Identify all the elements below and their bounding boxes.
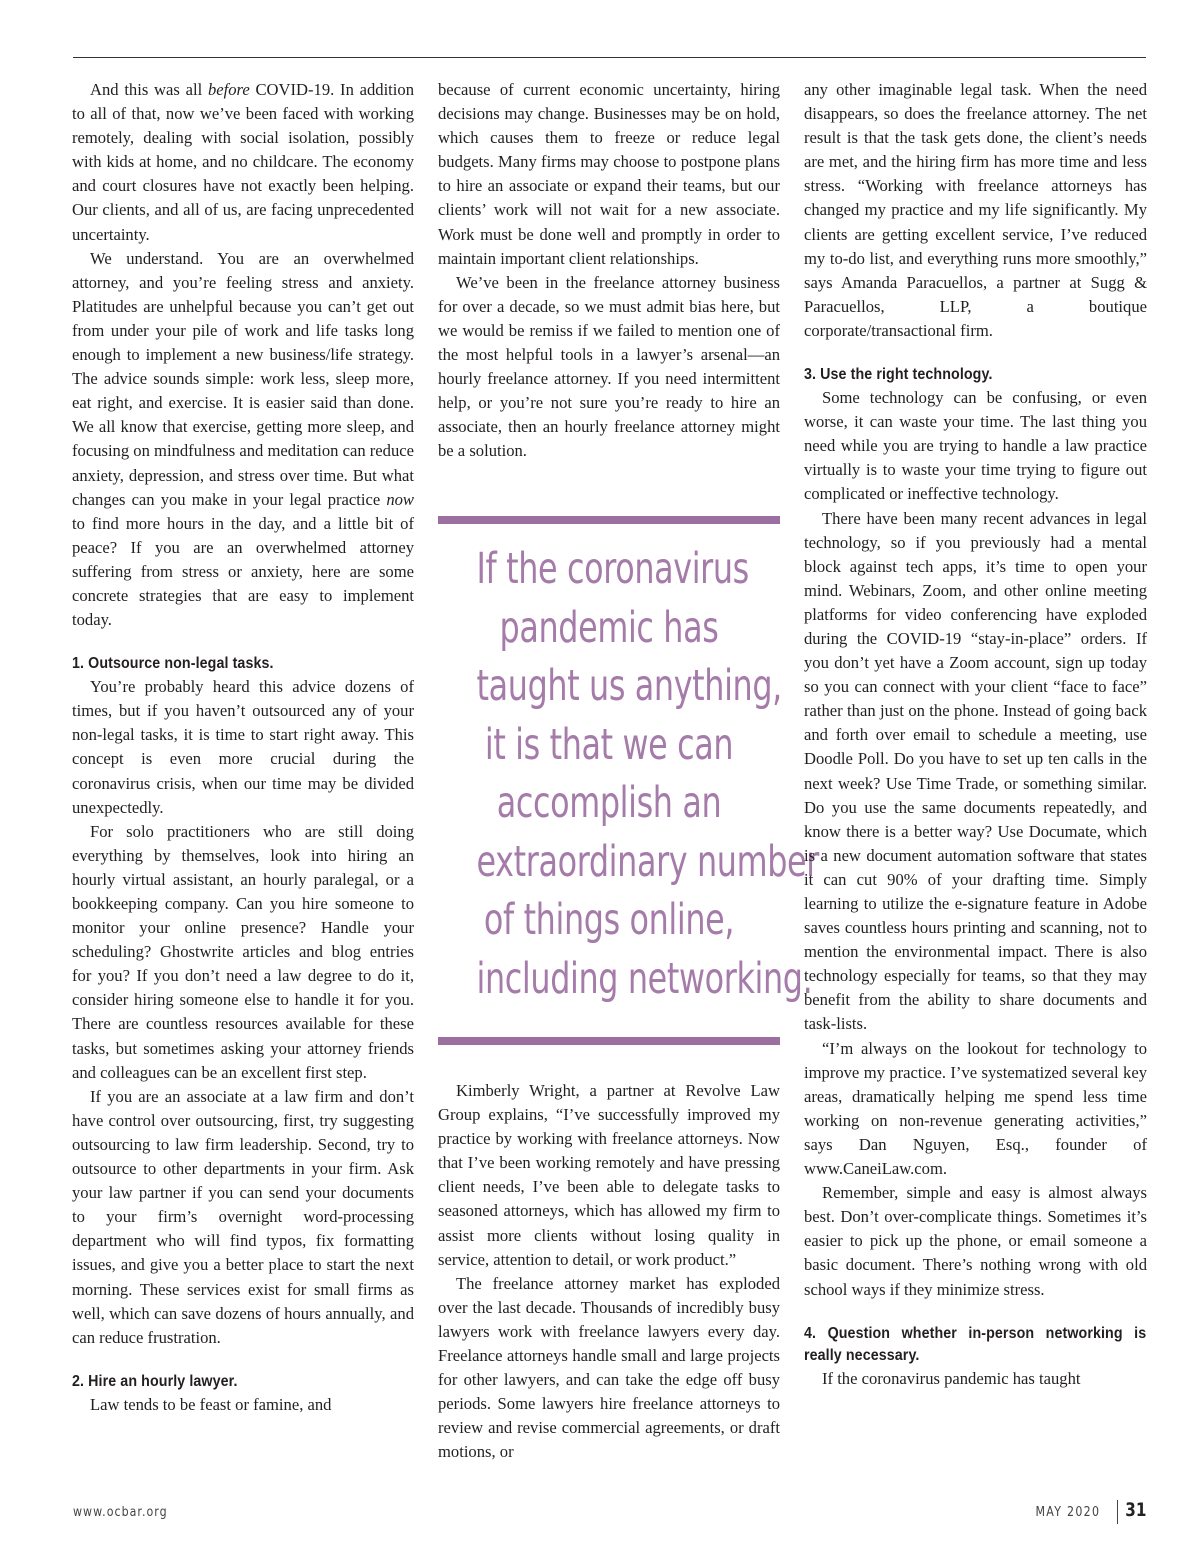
column-3 [804,78,1147,1391]
footer-divider [1117,1500,1118,1524]
pull-quote [476,540,819,1008]
pull-quote-bottom-bar [438,1037,780,1045]
pull-quote-line: it is that we can [484,719,734,770]
paragraph: We’ve been in the freelance attorney business for over a decade, so we must admit bias here, but we would be remiss if we failed to mention one of the most helpful tools in a lawyer’s arsenal—an hourly freelance attorney. If you need intermittent help, or you’re not sure you’re ready to hire an associate, then an hourly freelance attorney might be a solution. [438,272,780,461]
pull-quote-line: If the coronavirus [476,544,749,594]
paragraph: Some technology can be confusing, or even worse, it can waste your time. The last thing you need while you are trying to handle a law practice virtually is to waste your time trying to figure out complicated or ineffective technology. [804,388,1147,504]
paragraph: because of current economic uncertainty, hiring decisions may change. Businesses may be on hold, which causes them to freeze or reduce legal budgets. Many firms may choose to postpone plans to hire an associate or expand their teams, but our clients’ work will not wait for a new associate. Work must be done well and promptly in order to maintain important client relationships. [438,80,780,268]
footer-issue-date: MAY 2020 [1035,1505,1100,1520]
column-2 [438,78,780,464]
section-heading-3: 3. Use the right technology. [804,366,993,384]
pull-quote-top-bar [438,516,780,524]
section-heading-4: 4. Question whether in-person networking is really necessary. [804,1324,1147,1364]
paragraph: The freelance attorney market has exploded over the last decade. Thousands of incredibly busy lawyers work with freelance lawyers every day. Freelance attorneys handle small and large projects for other lawyers, and can take the edge off busy periods. Some lawyers hire freelance attorneys to review and revise commercial agreements, or draft motions, or [438,1273,780,1462]
section-heading-1: 1. Outsource non-legal tasks. [72,655,274,673]
pull-quote-line: extraordinary number [476,836,819,887]
pull-quote-line: taught us anything, [476,661,782,711]
pull-quote-line: including networking. [476,953,813,1004]
paragraph: Law tends to be feast or famine, and [90,1394,332,1414]
paragraph: We understand. You are an overwhelmed attorney, and you’re feeling stress and anxiety. Platitudes are unhelpful because you can’t get out from under your pile of work and life tasks long enough to implement a new business/life strategy. The advice sounds simple: work less, sleep more, eat right, and exercise. It is easier said than done. We all know that exercise, getting more sleep, and focusing on mindfulness and meditation can reduce anxiety, depression, and stress over time. But what changes can you make in your legal practice now to find more hours in the day, and a little bit of peace? If you are an overwhelmed attorney suffering from stress or anxiety, here are some concrete strategies that are easy to implement today. [72,248,414,630]
column-2-continued [438,1079,780,1465]
paragraph: For solo practitioners who are still doing everything by themselves, look into hiring an hourly virtual assistant, an hourly paralegal, or a bookkeeping company. Can you hire someone to monitor your online presence? Handle your scheduling? Ghostwrite articles and blog entries for you? If you don’t need a law degree to do it, consider hiring someone else to handle it for you. There are countless resources available for these tasks, but sometimes asking your attorney friends and colleagues can be an excellent first step. [72,821,414,1082]
paragraph: There have been many recent advances in legal technology, so if you previously had a mental block against tech apps, it’s time to open your mind. Webinars, Zoom, and other online meeting platforms for video conferencing have exploded during the COVID-19 “stay-in-place” orders. If you don’t yet have a Zoom account, sign up today so you can connect with your client “face to face” rather than just on the phone. Instead of going back and forth over email to schedule a meeting, use Doodle Poll. Do you have to set up ten calls in the next week? Use Time Trade, or something similar. Do you use the same documents repeatedly, and know there is a better way? Use Documate, which is a new document automation software that states it can cut 90% of your drafting time. Simply learning to utilize the e-signature feature in Adobe saves countless hours printing and scanning, not to mention the environmental impact. There is also technology especially for teams, so that they may benefit from the ability to share documents and task-lists. [804,508,1147,1034]
paragraph: You’re probably heard this advice dozens of times, but if you haven’t outsourced any of your non-legal tasks, it is time to start right away. This concept is even more crucial during the coronavirus crisis, when our time may be divided unexpectedly. [72,677,414,817]
footer-website: www.ocbar.org [73,1505,168,1520]
paragraph: Remember, simple and easy is almost always best. Don’t over-complicate things. Sometimes it’s easier to pick up the phone, or email someone a basic document. There’s nothing wrong with old school ways if they minimize stress. [804,1183,1147,1299]
column-1 [72,78,414,1417]
section-heading-2: 2. Hire an hourly lawyer. [72,1372,238,1390]
paragraph: Kimberly Wright, a partner at Revolve Law Group explains, “I’ve successfully improved my practice by working with freelance attorneys. Now that I’ve been working remotely and have pressing client needs, I’ve been able to delegate tasks to seasoned attorneys, which has allowed my firm to assist more clients without losing quality in service, attention to detail, or work product.” [438,1081,780,1269]
paragraph: If you are an associate at a law firm and don’t have control over outsourcing, first, try suggesting outsourcing to law firm leadership. Second, try to outsource to other departments in your firm. Ask your law partner if you can send your documents to your firm’s overnight word-processing department who will find typos, fix formatting issues, and give you a better place to start the next morning. These services exist for small firms as well, which can save dozens of hours annually, and can reduce frustration. [72,1086,414,1347]
paragraph: any other imaginable legal task. When the need disappears, so does the freelance attorney. The net result is that the task gets done, the client’s needs are met, and the hiring firm has more time and less stress. “Working with freelance attorneys has changed my practice and my life significantly. My clients are getting excellent service, I’ve reduced my to-do list, and everything runs more smoothly,” says Amanda Paracuellos, a partner at Sugg & Paracuellos, LLP, a boutique corporate/transactional firm. [804,80,1147,340]
pull-quote-line: pandemic has [499,602,719,653]
paragraph: “I’m always on the lookout for technology to improve my practice. I’ve systematized several key areas, dramatically helping me spend less time working on non-revenue generating activities,” says Dan Nguyen, Esq., founder of www.CaneiLaw.com. [804,1038,1147,1179]
top-rule [73,57,1146,58]
pull-quote-line: of things online, [483,895,735,945]
paragraph: If the coronavirus pandemic has taught [822,1368,1081,1388]
pull-quote-line: accomplish an [496,778,722,828]
paragraph: And this was all before COVID-19. In addition to all of that, now we’ve been faced with working remotely, dealing with social isolation, possibly with kids at home, and no childcare. The economy and court closures have not exactly been helping. Our clients, and all of us, are facing unprecedented uncertainty. [72,80,414,244]
page-number: 31 [1124,1499,1146,1521]
